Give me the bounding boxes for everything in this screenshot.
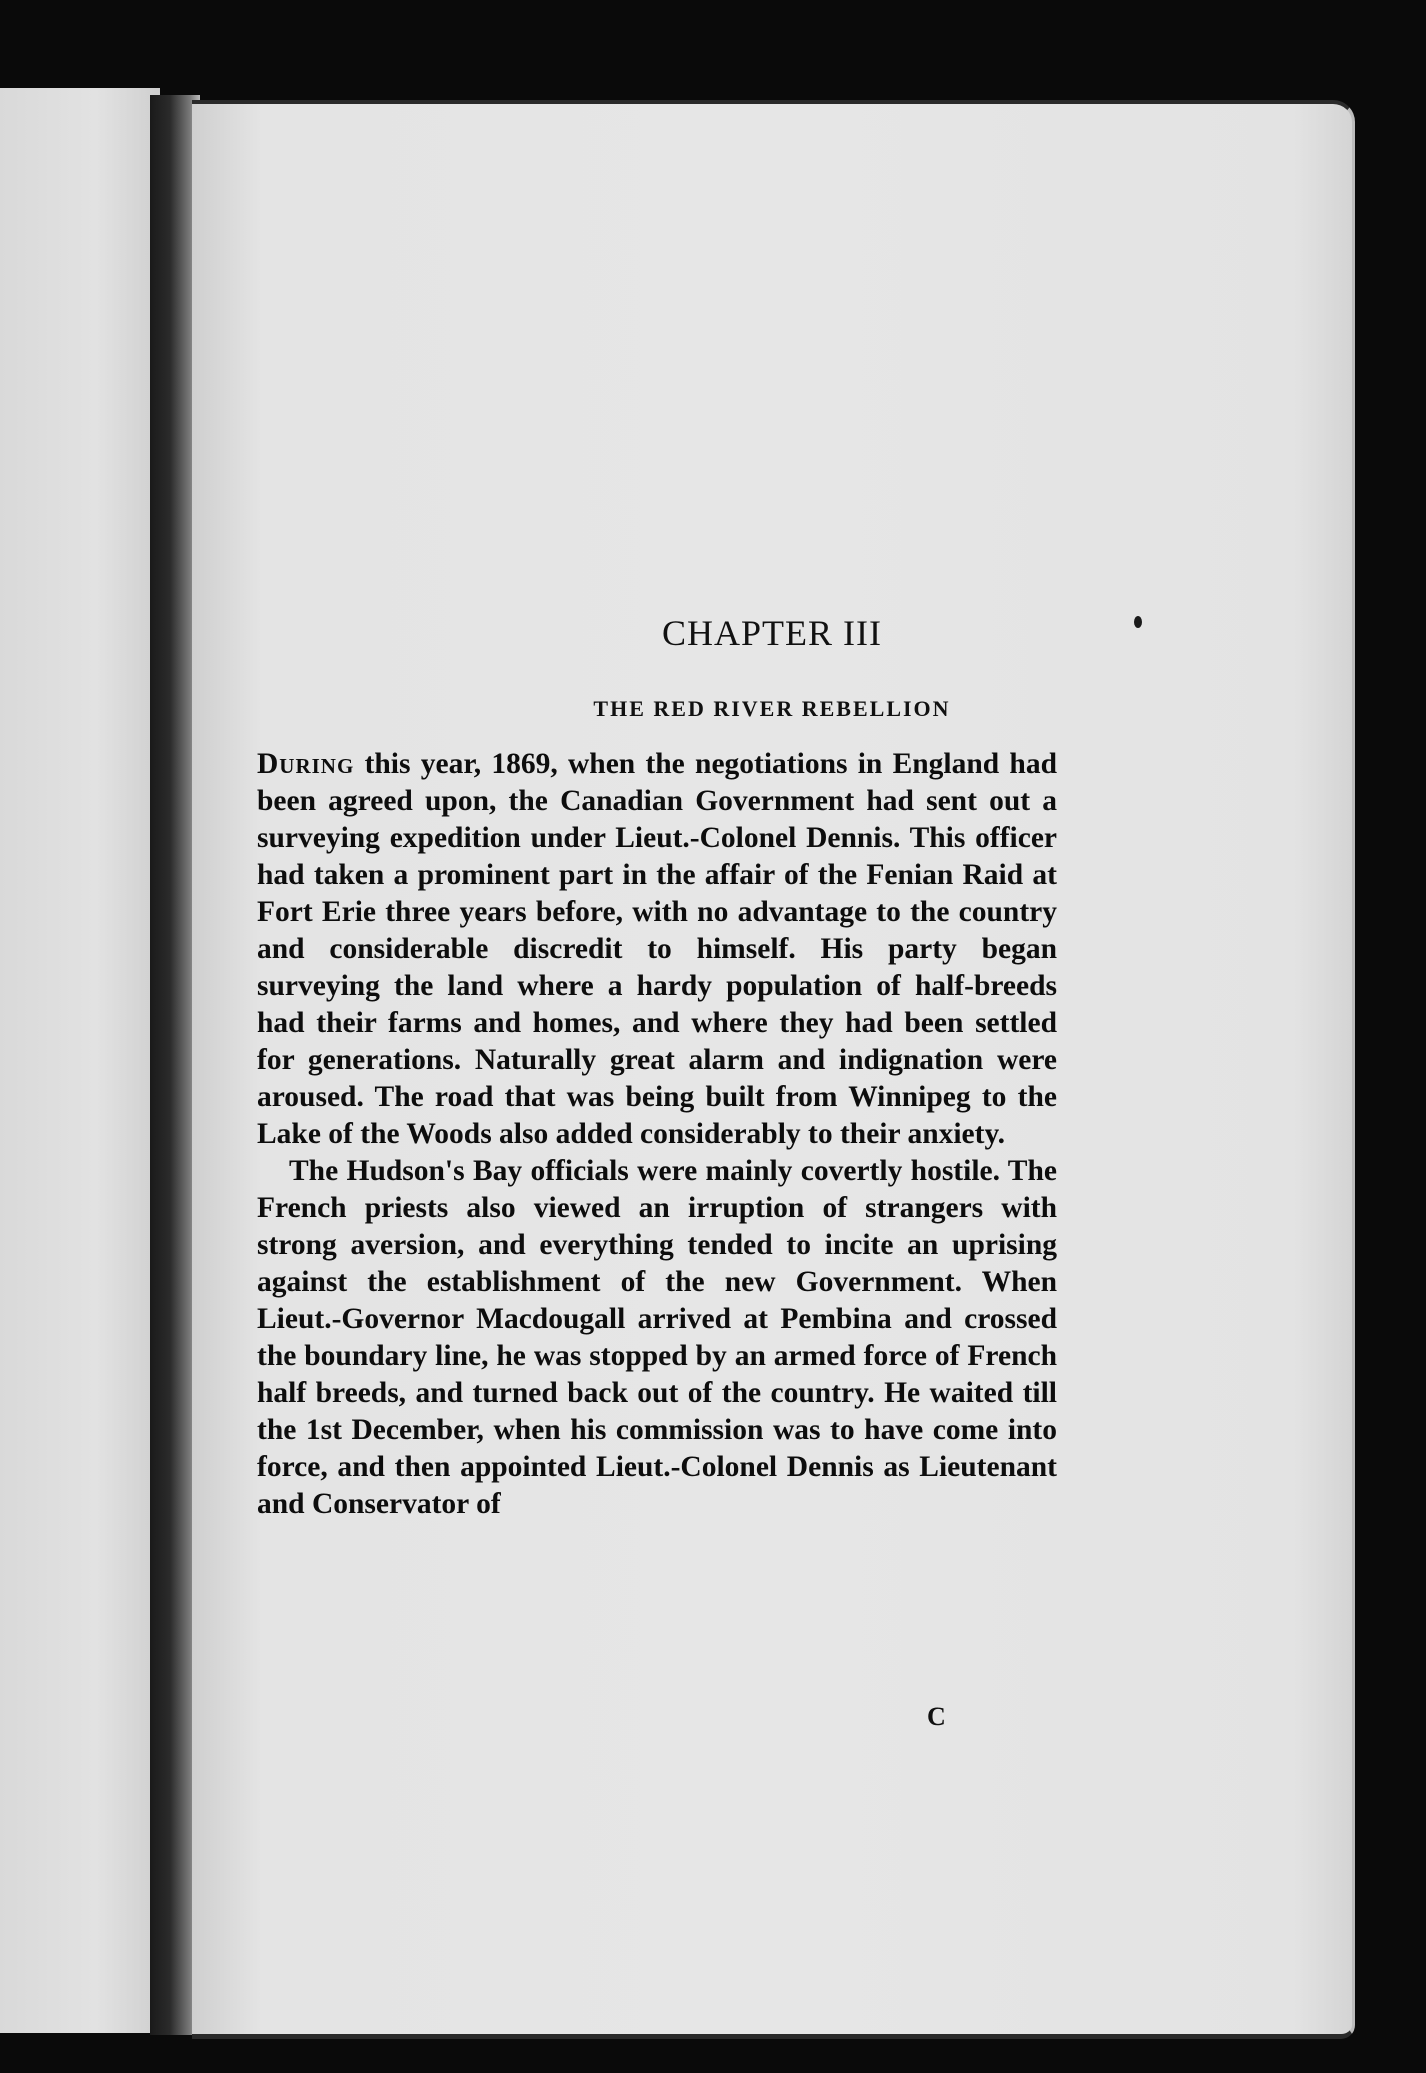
- signature-mark: C: [927, 1702, 946, 1731]
- chapter-title: THE RED RIVER REBELLION: [593, 696, 951, 721]
- paragraph-2: [257, 1153, 1057, 1523]
- paragraph-1: [257, 746, 1057, 1153]
- facing-page-edge: [0, 88, 160, 2033]
- chapter-heading: CHAPTER III: [662, 613, 882, 653]
- book-page: [192, 100, 1355, 2039]
- paragraph-1-text: this year, 1869, when the negotiations in England had been agreed upon, the Canadian Government had sent out a surveying expedition under Lieut.-Colonel Dennis. This officer had taken a prominent part in the affair of the Fenian Raid at Fort Erie three years before, with no advantage to the country and considerable discredit to himself. His party began surveying the land where a hardy population of half-breeds had their farms and homes, and where they had been settled for generations. Naturally great alarm and indignation were aroused. The road that was being built from Winnipeg to the Lake of the Woods also added considerably to their anxiety.: [257, 748, 1057, 1150]
- paragraph-2-text: The Hudson's Bay officials were mainly covertly hostile. The French priests also viewed an irruption of strangers with strong aversion, and everything tended to incite an uprising against the establishment of the new Government. When Lieut.-Governor Macdougall arrived at Pembina and crossed the boundary line, he was stopped by an armed force of French half breeds, and turned back out of the country. He waited till the 1st December, when his commission was to have come into force, and then appointed Lieut.-Colonel Dennis as Lieutenant and Conservator of: [257, 1155, 1057, 1520]
- opening-word: During: [257, 748, 355, 780]
- body-text: [257, 746, 1057, 1523]
